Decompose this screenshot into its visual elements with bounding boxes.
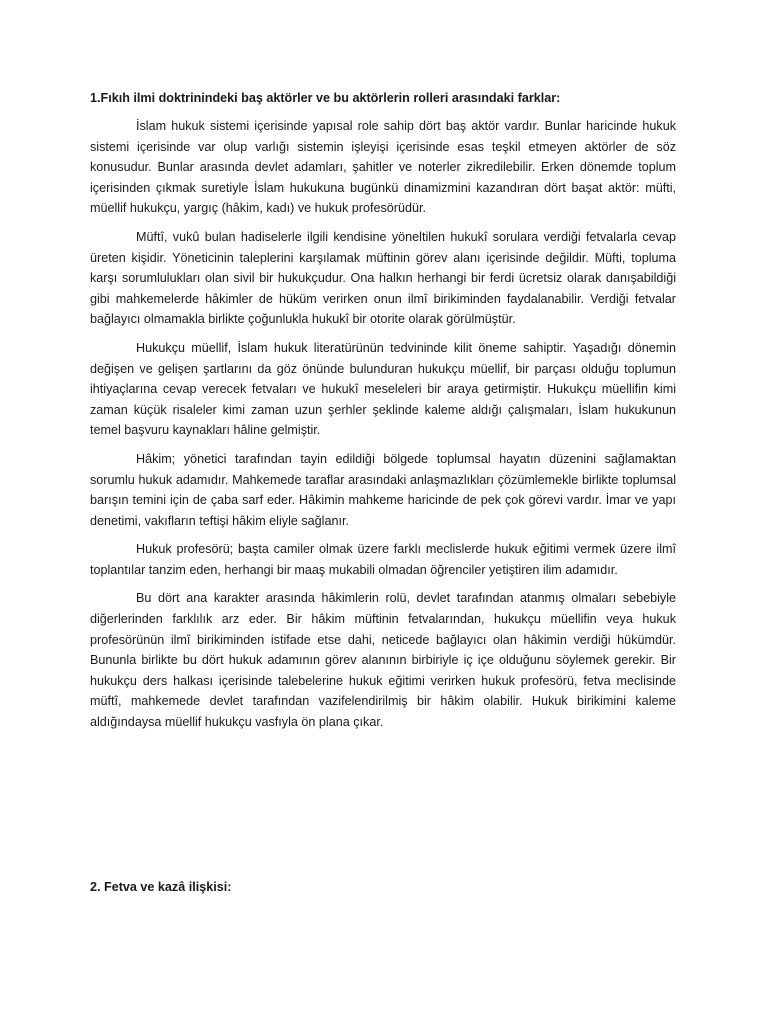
paragraph-judge: Hâkim; yönetici tarafından tayin edildiği bölgede toplumsal hayatın düzenini sağlamaktan sorumlu hukuk adamıdır. Mahkemede taraflar arasındaki anlaşmazlıkları çözümlemekle birlikte toplumsal barışın temini için de çaba sarf eder. Hâkimin mahkeme haricinde de pek çok görevi vardır. İmar ve yapı denetimi, vakıfların teftişi hâkim eliyle sağlanır.	[90, 451, 676, 528]
paragraph-law-professor: Hukuk profesörü; başta camiler olmak üzere farklı meclislerde hukuk eğitimi vermek üzere ilmî toplantılar tanzim eden, herhangi bir maaş mukabili olmadan öğrenciler yetiştiren ilim adamıdır.	[90, 542, 676, 577]
paragraph-jurist-author: Hukukçu müellif, İslam hukuk literatürünün tedvininde kilit öneme sahiptir. Yaşadığı dönemin değişen ve gelişen şartlarını da göz önünde bulunduran hukukçu müellif, bir parçası olduğu toplumun ihtiyaçlarına cevap verecek fetvaları ve hukukî meseleleri bir araya getirmiştir. Hukukçu müellifin kimi zaman küçük risaleler kimi zaman uzun şerhler şeklinde kaleme aldığı çalışmaları, İslam hukukunun temel başvuru kaynakları hâline gelmiştir.	[90, 340, 676, 438]
paragraph-mufti: Müftî, vukû bulan hadiselerle ilgili kendisine yöneltilen hukukî sorulara verdiği fetvalarla cevap üreten kişidir. Yöneticinin taleplerini karşılamak müftinin görev alanı içerisinde değildir. Müfti, topluma karşı sorumlulukları olan sivil bir hukukçudur. Ona halkın herhangi bir ferdi ücretsiz olarak danışabildiği gibi mahkemelerde hâkimler de hüküm verirken onun ilmî birikiminden faydalanabilir. Verdiği fetvalar bağlayıcı olmamakla birlikte çoğunlukla hukukî bir otorite olarak görülmüştür.	[90, 229, 676, 327]
document-body	[90, 88, 676, 741]
paragraph-actors-overview: İslam hukuk sistemi içerisinde yapısal role sahip dört baş aktör vardır. Bunlar haricinde hukuk sistemi içerisinde var olup varlığı sistemin işleyişi içerisinde esas teşkil etmeyen aktörler de söz konusudur. Bunlar arasında devlet adamları, şahitler ve noterler zikredilebilir. Erken dönemde toplum içerisinden çıkmak suretiyle İslam hukukuna bugünkü dinamizmini kazandıran dört başat aktör: müfti, müellif hukukçu, yargıç (hâkim, kadı) ve hukuk profesörüdür.	[90, 119, 676, 216]
paragraph-roles-comparison: Bu dört ana karakter arasında hâkimlerin rolü, devlet tarafından atanmış olmaları sebebiyle diğerlerinden farklılık arz eder. Bir hâkim müftinin fetvalarından, hukukçu müellifin veya hukuk profesörünün ilmî birikiminden istifade etse dahi, neticede bağlayıcı olan hâkimin verdiği hükümdür. Bununla birlikte bu dört hukuk adamının görev alanının birbiriyle iç içe olduğunu söylemek gerekir. Bir hukukçu ders halkası içerisinde talebelerine hukuk eğitimi verirken hukuk profesörü, fetva meclisinde müftî, mahkemede devlet tarafından vazifelendirilmiş bir hâkim olabilir. Hukuk birikimini kaleme aldığındaysa müellif hukukçu vasfıyla ön plana çıkar.	[90, 591, 676, 730]
section-2-heading: 2. Fetva ve kazâ ilişkisi:	[90, 880, 232, 894]
section-1-heading: 1.Fıkıh ilmi doktrinindeki baş aktörler ve bu aktörlerin rolleri arasındaki farklar:	[90, 91, 561, 105]
